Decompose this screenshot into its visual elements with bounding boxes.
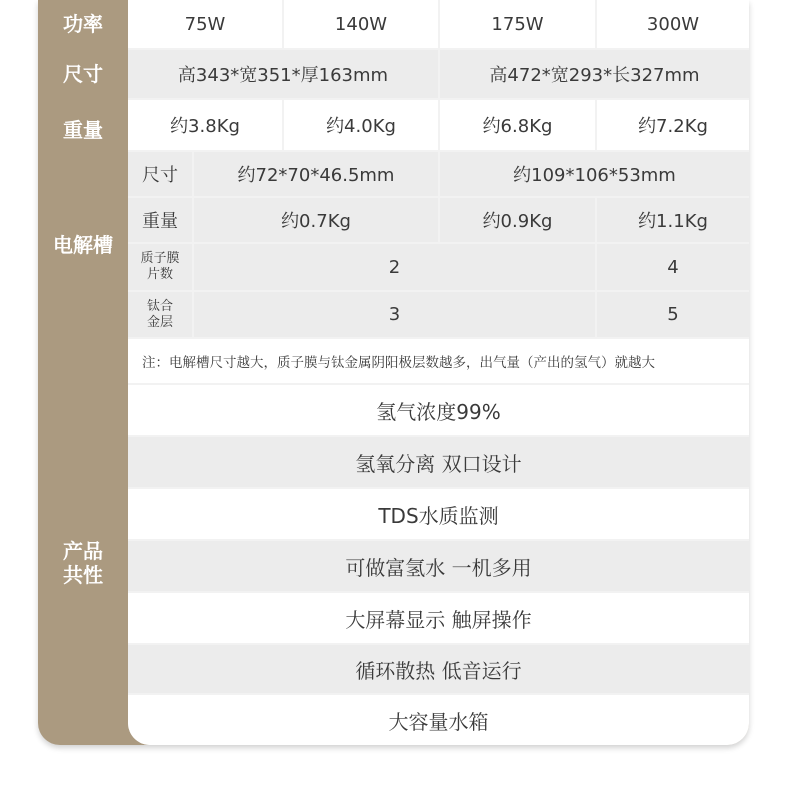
feature-row: 氢氧分离 双口设计 <box>128 437 749 487</box>
electrolyzer-weight-cell: 约1.1Kg <box>597 198 749 242</box>
weight-cell: 约6.8Kg <box>440 100 595 150</box>
size-cell: 高343*宽351*厚163mm <box>128 50 438 98</box>
power-cell: 75W <box>128 0 282 48</box>
electrolyzer-size-label: 尺寸 <box>128 152 192 196</box>
label-size: 尺寸 <box>63 62 103 86</box>
feature-row: 大屏幕显示 触屏操作 <box>128 593 749 643</box>
membrane-count-cell: 4 <box>597 244 749 290</box>
electrolyzer-size-cell: 约109*106*53mm <box>440 152 749 196</box>
feature-row: 大容量水箱 <box>128 695 749 745</box>
feature-row: 循环散热 低音运行 <box>128 645 749 693</box>
titanium-layer-cell: 5 <box>597 292 749 337</box>
membrane-label-line2: 片数 <box>146 267 173 282</box>
titanium-label-line2: 金层 <box>146 314 173 330</box>
electrolyzer-weight-cell: 约0.7Kg <box>194 198 438 242</box>
label-electrolyzer: 电解槽 <box>53 232 113 257</box>
feature-row: TDS水质监测 <box>128 489 749 539</box>
label-common-features <box>38 385 128 740</box>
electrolyzer-weight-cell: 约0.9Kg <box>440 198 595 242</box>
titanium-label-line1: 钛合 <box>146 298 173 314</box>
weight-cell: 约4.0Kg <box>284 100 438 150</box>
label-common-line2: 共性 <box>63 562 103 587</box>
titanium-layer-label <box>128 292 192 337</box>
label-common-line1: 产品 <box>63 538 103 563</box>
label-power: 功率 <box>63 12 103 36</box>
weight-cell: 约3.8Kg <box>128 100 282 150</box>
spec-panel <box>128 0 749 745</box>
electrolyzer-note: 注：电解槽尺寸越大，质子膜与钛金属阴阳极层数越多，出气量（产出的氢气）就越大 <box>128 339 749 383</box>
power-cell: 300W <box>597 0 749 48</box>
membrane-count-cell: 2 <box>194 244 595 290</box>
titanium-layer-cell: 3 <box>194 292 595 337</box>
label-weight: 重量 <box>63 118 103 142</box>
membrane-label-line1: 质子膜 <box>140 251 180 266</box>
membrane-count-label <box>128 244 192 290</box>
feature-row: 氢气浓度99% <box>128 385 749 435</box>
electrolyzer-size-cell: 约72*70*46.5mm <box>194 152 438 196</box>
electrolyzer-weight-label: 重量 <box>128 198 192 242</box>
power-cell: 175W <box>440 0 595 48</box>
size-cell: 高472*宽293*长327mm <box>440 50 749 98</box>
power-cell: 140W <box>284 0 438 48</box>
feature-row: 可做富氢水 一机多用 <box>128 541 749 591</box>
weight-cell: 约7.2Kg <box>597 100 749 150</box>
